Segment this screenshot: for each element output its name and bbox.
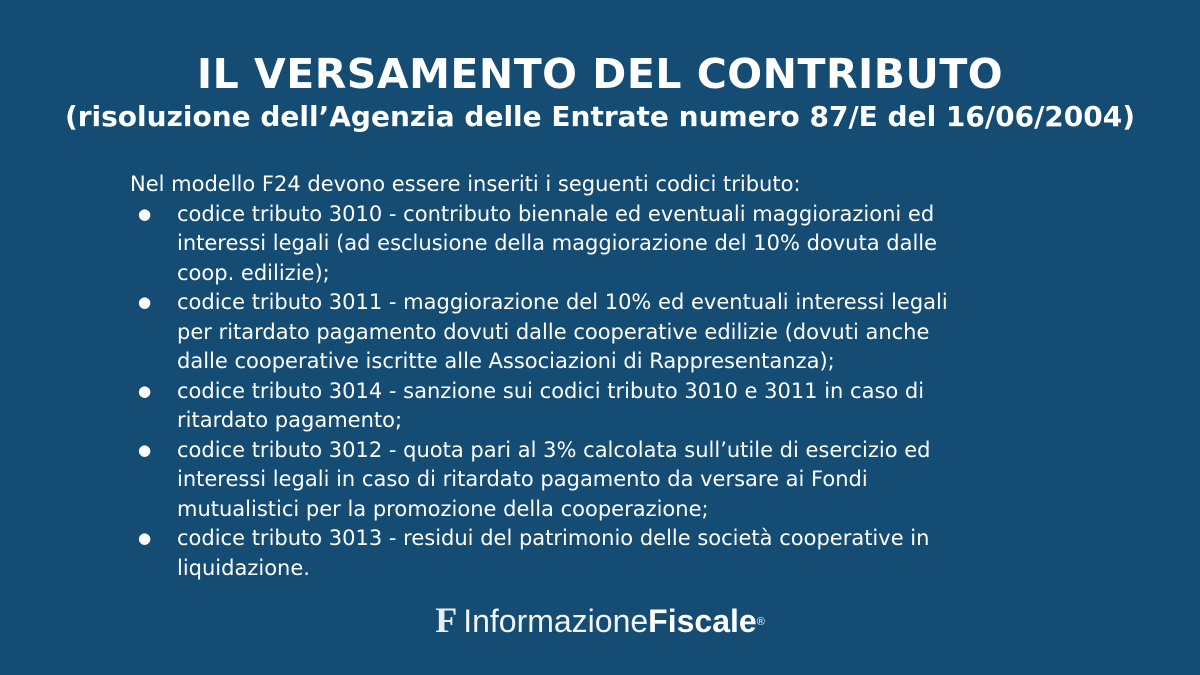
item-line: dalle cooperative iscritte alle Associazioni di Rappresentanza); bbox=[177, 349, 835, 373]
item-line: per ritardato pagamento dovuti dalle cooperative edilizie (dovuti anche bbox=[177, 319, 930, 344]
page-subtitle: (risoluzione dell’Agenzia delle Entrate numero 87/E del 16/06/2004) bbox=[64, 100, 1136, 133]
page-title: IL VERSAMENTO DEL CONTRIBUTO bbox=[196, 50, 1004, 98]
item-line: codice tributo 3014 - sanzione sui codici tributo 3010 e 3011 in caso di bbox=[177, 378, 925, 403]
bullet-icon: ● bbox=[138, 293, 152, 311]
item-line: mutualistici per la promozione della cooperazione; bbox=[177, 496, 709, 521]
bullet-icon: ● bbox=[138, 204, 152, 223]
item-line: interessi legali (ad esclusione della maggiorazione del 10% dovuta dalle bbox=[177, 231, 938, 255]
list-item bbox=[130, 288, 1070, 377]
item-line: codice tributo 3011 - maggiorazione del 10% ed eventuali interessi legali bbox=[177, 290, 948, 314]
list-item bbox=[130, 200, 1070, 289]
item-line: liquidazione. bbox=[177, 555, 310, 580]
registered-mark: ® bbox=[756, 616, 765, 628]
tax-code-list bbox=[130, 200, 1070, 584]
list-item bbox=[130, 524, 1070, 583]
content-block bbox=[130, 170, 1070, 583]
logo-text-bold: Fiscale bbox=[648, 603, 757, 639]
bullet-icon: ● bbox=[138, 440, 152, 459]
item-line: interessi legali in caso di ritardato pagamento da versare ai Fondi bbox=[177, 467, 868, 491]
list-item bbox=[130, 436, 1070, 525]
bullet-icon: ● bbox=[138, 529, 152, 547]
logo-f-icon: F bbox=[435, 600, 458, 640]
item-line: codice tributo 3013 - residui del patrimonio delle società cooperative in bbox=[177, 526, 930, 550]
list-item bbox=[130, 377, 1070, 436]
item-line: codice tributo 3012 - quota pari al 3% calcolata sull’utile di esercizio ed bbox=[177, 437, 931, 462]
logo-text-light: Informazione bbox=[463, 603, 649, 639]
intro-text: Nel modello F24 devono essere inseriti i seguenti codici tributo: bbox=[130, 172, 801, 196]
bullet-icon: ● bbox=[138, 381, 152, 400]
item-line: ritardato pagamento; bbox=[177, 408, 403, 432]
item-line: coop. edilizie); bbox=[177, 260, 330, 285]
item-line: codice tributo 3010 - contributo biennale ed eventuali maggiorazioni ed bbox=[177, 201, 935, 226]
brand-logo bbox=[0, 598, 1200, 643]
